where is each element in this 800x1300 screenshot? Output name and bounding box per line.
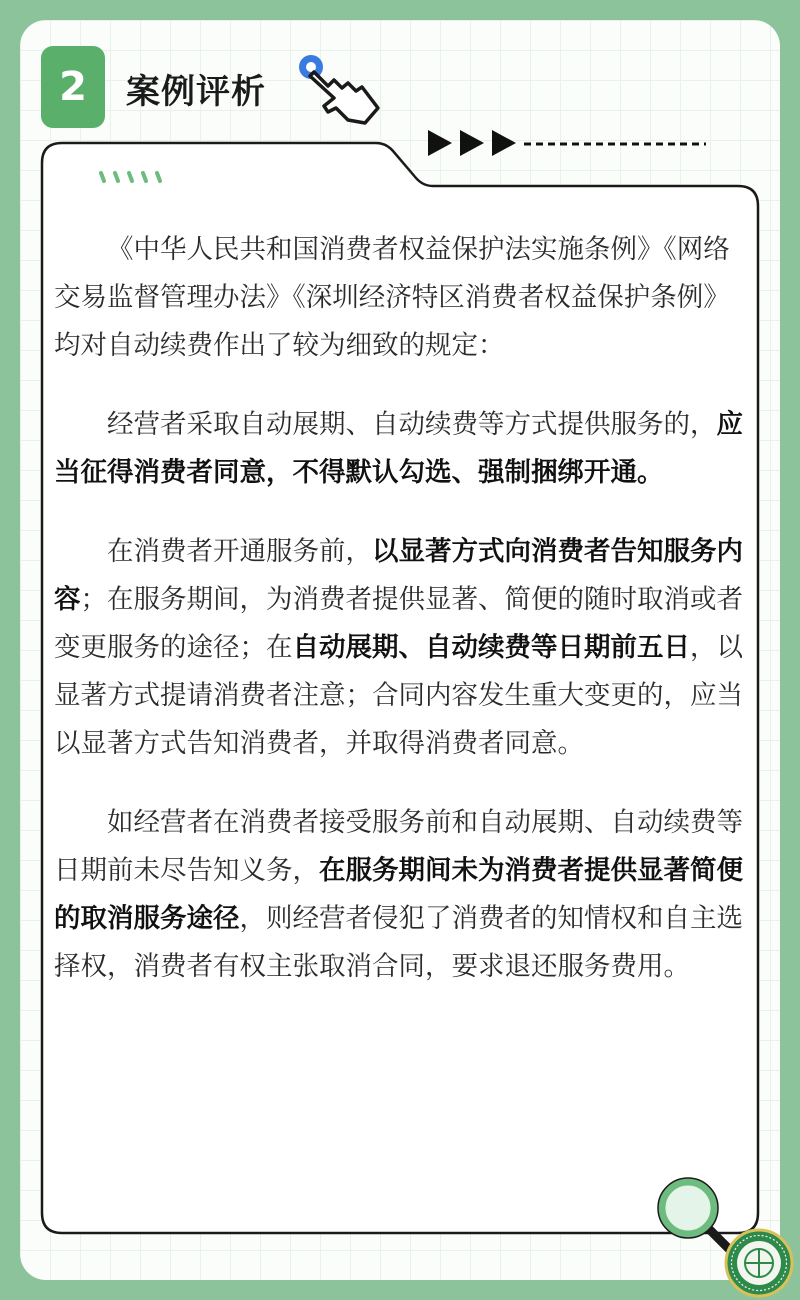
magnifier-icon bbox=[655, 1175, 735, 1255]
text-segment: 在消费者开通服务前， bbox=[107, 536, 372, 567]
paragraph-rights bbox=[54, 799, 744, 991]
section-title: 案例评析 bbox=[126, 72, 266, 112]
paragraph-notice bbox=[54, 528, 744, 768]
round-seal-logo bbox=[724, 1228, 794, 1298]
decorative-ticks bbox=[97, 170, 167, 184]
paragraph-regulations bbox=[54, 226, 744, 370]
text-segment: 经营者采取自动展期、自动续费等方式提供服务的， bbox=[107, 409, 717, 440]
text-segment: 如经营者在消费者接受服务前和自动展期、自动续费等日期前未尽告知义务， bbox=[54, 807, 743, 886]
text-segment: ，则经营者侵犯了消费者的知情权和自主选择权，消费者有权主张取消合同，要求退还服务费用。 bbox=[54, 903, 743, 982]
bold-text-segment: 应当征得消费者同意，不得默认勾选、强制捆绑开通。 bbox=[54, 409, 743, 488]
text-segment: 《中华人民共和国消费者权益保护法实施条例》《网络交易监督管理办法》《深圳经济特区消费者权益保护条例》均对自动续费作出了较为细致的规定： bbox=[54, 234, 730, 361]
text-segment: ；在服务期间，为消费者提供显著、简便的随时取消或者变更服务的途径；在 bbox=[54, 584, 743, 663]
bold-text-segment: 在服务期间未为消费者提供显著简便的取消服务途径 bbox=[54, 855, 743, 934]
article-body bbox=[54, 226, 744, 1022]
section-number-badge: 2 bbox=[41, 46, 105, 128]
bold-text-segment: 以显著方式向消费者告知服务内容 bbox=[54, 536, 743, 615]
bold-text-segment: 自动展期、自动续费等日期前五日 bbox=[292, 632, 690, 663]
paragraph-consent bbox=[54, 401, 744, 497]
text-segment: ，以显著方式提请消费者注意；合同内容发生重大变更的，应当以显著方式告知消费者，并取得消费者同意。 bbox=[54, 632, 743, 759]
